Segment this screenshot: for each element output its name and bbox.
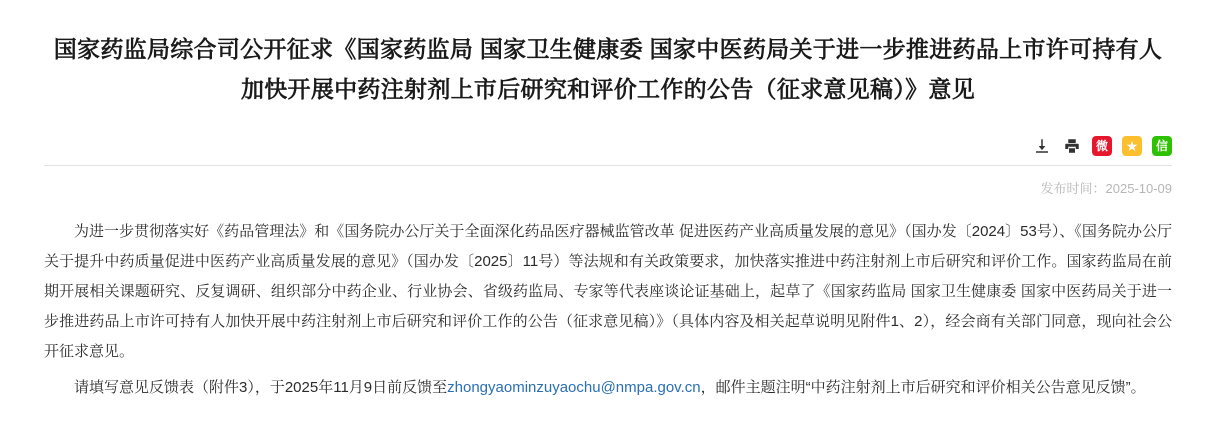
publish-time: 发布时间：2025-10-09	[1040, 180, 1172, 196]
share-qzone-icon[interactable]: ★	[1122, 136, 1142, 156]
feedback-suffix: ，邮件主题注明“中药注射剂上市后研究和评价相关公告意见反馈”。	[700, 378, 1146, 396]
feedback-email[interactable]: zhongyaominzuyaochu@nmpa.gov.cn	[447, 378, 701, 396]
print-icon[interactable]	[1062, 136, 1082, 156]
article-body	[0, 197, 1216, 403]
paragraph-feedback	[44, 373, 1172, 403]
page-title: 国家药监局综合司公开征求《国家药监局 国家卫生健康委 国家中医药局关于进一步推进药品上市许可持有人加快开展中药注射剂上市后研究和评价工作的公告（征求意见稿）》意见	[53, 36, 1163, 103]
article-toolbar	[0, 125, 1216, 165]
feedback-prefix: 请填写意见反馈表（附件3），于2025年11月9日前反馈至	[74, 378, 448, 396]
paragraph-1: 为进一步贯彻落实好《药品管理法》和《国务院办公厅关于全面深化药品医疗器械监管改革 促进医药产业高质量发展的意见》（国办发〔2024〕53号）、《国务院办公厅关于提升中药质量促进中医药产业高质量发展的意见》（国办发〔2025〕11号）等法规和有关政策要求，加快落实推进中药注射剂上市后研究和评价工作。国家药监局在前期开展相关课题研究、反复调研、组织部分中药企业、行业协会、省级药监局、专家等代表座谈论证基础上，起草了《国家药监局 国家卫生健康委 国家中医药局关于进一步推进药品上市许可持有人加快开展中药注射剂上市后研究和评价工作的公告（征求意见稿）》（具体内容及相关起草说明见附件1、2），经会商有关部门同意，现向社会公开征求意见。	[44, 222, 1172, 360]
share-wechat-icon[interactable]: 信	[1152, 136, 1172, 156]
article-page	[0, 15, 1216, 402]
download-icon[interactable]	[1032, 136, 1052, 156]
share-weibo-icon[interactable]: 微	[1092, 136, 1112, 156]
